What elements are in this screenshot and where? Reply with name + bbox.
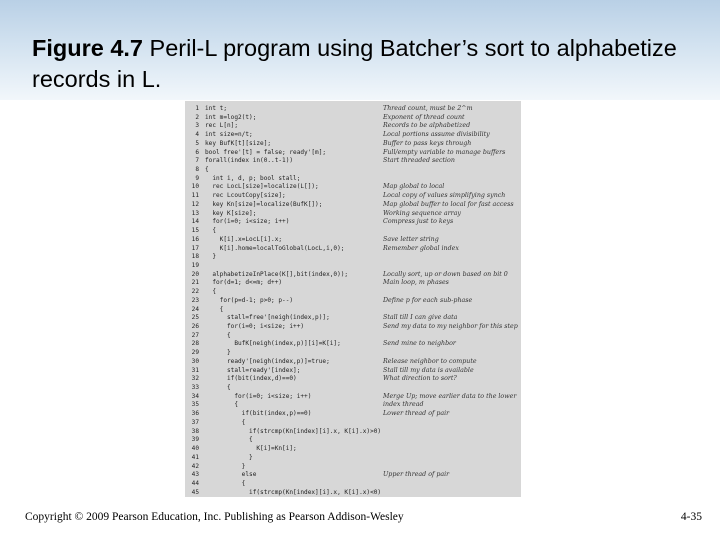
line-number: 31	[191, 366, 199, 374]
code-line	[185, 313, 521, 322]
line-number: 27	[191, 331, 199, 339]
code-listing	[185, 101, 521, 497]
line-number: 16	[191, 235, 199, 243]
code-text: rec L[n];	[205, 122, 239, 130]
slide-title	[32, 33, 702, 95]
code-text: int m=log2(t);	[205, 113, 257, 121]
code-line	[185, 470, 521, 479]
code-text: rec LocL[size]=localize(L[]);	[205, 183, 319, 191]
code-line	[185, 427, 521, 436]
code-text: if(bit(index,d)==0)	[205, 375, 297, 383]
code-line	[185, 444, 521, 453]
code-line	[185, 374, 521, 383]
code-line	[185, 182, 521, 191]
code-text: }	[205, 253, 217, 261]
line-number: 7	[195, 157, 199, 165]
code-text: {	[205, 384, 231, 392]
code-text: if(bit(index,p)==0)	[205, 410, 312, 418]
code-line	[185, 383, 521, 392]
line-number: 18	[191, 253, 199, 261]
code-line	[185, 252, 521, 261]
line-number: 40	[191, 445, 199, 453]
code-text: key Kn[size]=localize(BufK[]);	[205, 200, 323, 208]
code-line	[185, 305, 521, 314]
code-line	[185, 244, 521, 253]
code-text: key BufK[t][size];	[205, 139, 272, 147]
line-number: 9	[195, 174, 199, 182]
code-text: K[i]=Kn[i];	[205, 445, 297, 453]
line-number: 19	[191, 261, 199, 269]
line-comment: Send mine to neighbor	[383, 340, 456, 348]
code-line	[185, 148, 521, 157]
line-comment: Map global to local	[383, 183, 445, 191]
line-number: 6	[195, 148, 199, 156]
line-comment: Records to be alphabetized	[383, 122, 471, 130]
line-comment: Full/empty variable to manage buffers	[383, 148, 506, 156]
line-number: 15	[191, 227, 199, 235]
code-line	[185, 165, 521, 174]
line-comment: Main loop, m phases	[383, 279, 449, 287]
code-text: ready'[neigh(index,p)]=true;	[205, 357, 330, 365]
line-number: 24	[191, 305, 199, 313]
code-text: rec LcoutCopy[size];	[205, 192, 286, 200]
code-text: }	[205, 453, 253, 461]
code-line	[185, 278, 521, 287]
line-comment: Local copy of values simplifying synch	[383, 192, 506, 200]
line-comment: Map global buffer to local for fast access	[383, 200, 514, 208]
line-number: 34	[191, 392, 199, 400]
code-text: {	[205, 288, 217, 296]
code-text: stall=ready'[index];	[205, 366, 301, 374]
line-comment: Locally sort, up or down based on bit 0	[383, 270, 508, 278]
line-comment: Upper thread of pair	[383, 471, 450, 479]
code-line	[185, 322, 521, 331]
code-text: key K[size];	[205, 209, 257, 217]
line-comment: Exponent of thread count	[383, 113, 465, 121]
code-text: if(strcmp(Kn[index][i].x, K[i].x)<0)	[205, 488, 382, 496]
code-line	[185, 113, 521, 122]
line-comment: Release neighbor to compute	[383, 357, 477, 365]
line-comment: What direction to sort?	[383, 375, 457, 383]
line-number: 5	[195, 139, 199, 147]
code-text: {	[205, 227, 217, 235]
code-line	[185, 139, 521, 148]
code-line	[185, 400, 521, 409]
code-text: {	[205, 436, 253, 444]
line-number: 23	[191, 296, 199, 304]
code-line	[185, 261, 521, 270]
code-text: {	[205, 418, 246, 426]
code-line	[185, 357, 521, 366]
code-text: if(strcmp(Kn[index][i].x, K[i].x)>0)	[205, 427, 382, 435]
line-comment: Remember global index	[383, 244, 459, 252]
line-number: 35	[191, 401, 199, 409]
line-number: 45	[191, 488, 199, 496]
code-text: }	[205, 462, 246, 470]
line-comment: Thread count, must be 2^m	[383, 105, 473, 112]
code-text: for(i=0; i<size; i++)	[205, 218, 290, 226]
line-number: 21	[191, 279, 199, 287]
code-text: K[i].home=localToGlobal(LocL,i,0);	[205, 244, 345, 252]
line-number: 29	[191, 349, 199, 357]
code-text: for(d=1; d<=m; d++)	[205, 279, 283, 287]
line-number: 44	[191, 479, 199, 487]
line-number: 11	[191, 192, 199, 200]
line-comment: Compress just to keys	[383, 218, 454, 226]
line-number: 17	[191, 244, 199, 252]
line-number: 22	[191, 288, 199, 296]
code-text: K[i].x=LocL[i].x;	[205, 235, 283, 243]
line-comment: Merge Up; move earlier data to the lower	[383, 392, 517, 400]
code-text: int t;	[205, 105, 228, 112]
code-line	[185, 392, 521, 401]
line-comment: Send my data to my neighbor for this step	[383, 323, 518, 330]
line-number: 1	[195, 105, 199, 112]
line-number: 43	[191, 471, 199, 479]
line-comment: Start threaded section	[383, 157, 455, 165]
code-line	[185, 453, 521, 462]
line-number: 10	[191, 183, 199, 191]
code-text: stall=free'[neigh(index,p)];	[205, 314, 330, 322]
code-text: for(p=d-1; p>0; p--)	[205, 296, 294, 304]
line-comment: Stall till my data is available	[383, 366, 474, 374]
line-comment: Save letter string	[383, 235, 439, 243]
code-line	[185, 209, 521, 218]
code-line	[185, 174, 521, 183]
figure-number: Figure 4.7	[32, 35, 144, 61]
code-line	[185, 479, 521, 488]
code-line	[185, 191, 521, 200]
line-comment: Define p for each sub-phase	[383, 296, 473, 304]
code-line	[185, 270, 521, 279]
code-line	[185, 121, 521, 130]
code-line	[185, 418, 521, 427]
line-comment: index thread	[383, 401, 424, 409]
code-text: {	[205, 305, 224, 313]
code-line	[185, 488, 521, 497]
line-number: 30	[191, 357, 199, 365]
code-text: int i, d, p; bool stall;	[205, 174, 301, 182]
line-number: 37	[191, 418, 199, 426]
code-line	[185, 287, 521, 296]
code-text: alphabetizeInPlace(K[],bit(index,0));	[205, 270, 349, 278]
code-line	[185, 348, 521, 357]
code-text: forall(index in(0..t-1))	[205, 157, 294, 165]
line-number: 41	[191, 453, 199, 461]
code-line	[185, 217, 521, 226]
line-number: 26	[191, 323, 199, 330]
line-number: 32	[191, 375, 199, 383]
line-number: 8	[195, 166, 199, 174]
code-text: bool free'[t] = false; ready'[m];	[205, 148, 327, 156]
figure-caption: Peril-L program using Batcher’s sort to alphabetize records in L.	[32, 35, 677, 92]
code-line	[185, 104, 521, 113]
code-line	[185, 235, 521, 244]
page-number: 4-35	[680, 511, 702, 523]
line-number: 33	[191, 384, 199, 392]
code-line	[185, 366, 521, 375]
code-text: {	[205, 166, 209, 174]
line-number: 4	[195, 131, 199, 139]
code-line	[185, 226, 521, 235]
line-number: 14	[191, 218, 199, 226]
line-comment: Local portions assume divisibility	[383, 131, 490, 139]
line-number: 25	[191, 314, 199, 322]
code-text: }	[205, 349, 231, 357]
code-line	[185, 462, 521, 471]
line-number: 13	[191, 209, 199, 217]
line-number: 12	[191, 200, 199, 208]
code-text: {	[205, 401, 239, 409]
line-number: 20	[191, 270, 199, 278]
code-text: int size=n/t;	[205, 131, 253, 139]
code-line	[185, 435, 521, 444]
code-line	[185, 339, 521, 348]
code-text: {	[205, 331, 231, 339]
code-line	[185, 200, 521, 209]
code-text: {	[205, 479, 246, 487]
code-text: else	[205, 471, 257, 479]
code-line	[185, 331, 521, 340]
line-comment: Lower thread of pair	[383, 410, 450, 418]
line-number: 3	[195, 122, 199, 130]
line-number: 2	[195, 113, 199, 121]
line-number: 38	[191, 427, 199, 435]
line-number: 42	[191, 462, 199, 470]
code-text: BufK[neigh(index,p)][i]=K[i];	[205, 340, 341, 348]
code-line	[185, 156, 521, 165]
code-line	[185, 409, 521, 418]
line-comment: Buffer to pass keys through	[383, 139, 472, 147]
code-text: for(i=0; i<size; i++)	[205, 323, 305, 330]
copyright-footer: Copyright © 2009 Pearson Education, Inc. Publishing as Pearson Addison-Wesley	[25, 511, 404, 523]
code-text: for(i=0; i<size; i++)	[205, 392, 312, 400]
line-comment: Working sequence array	[383, 209, 461, 217]
code-line	[185, 130, 521, 139]
line-number: 39	[191, 436, 199, 444]
line-number: 36	[191, 410, 199, 418]
line-number: 28	[191, 340, 199, 348]
code-line	[185, 296, 521, 305]
line-comment: Stall till I can give data	[383, 314, 458, 322]
